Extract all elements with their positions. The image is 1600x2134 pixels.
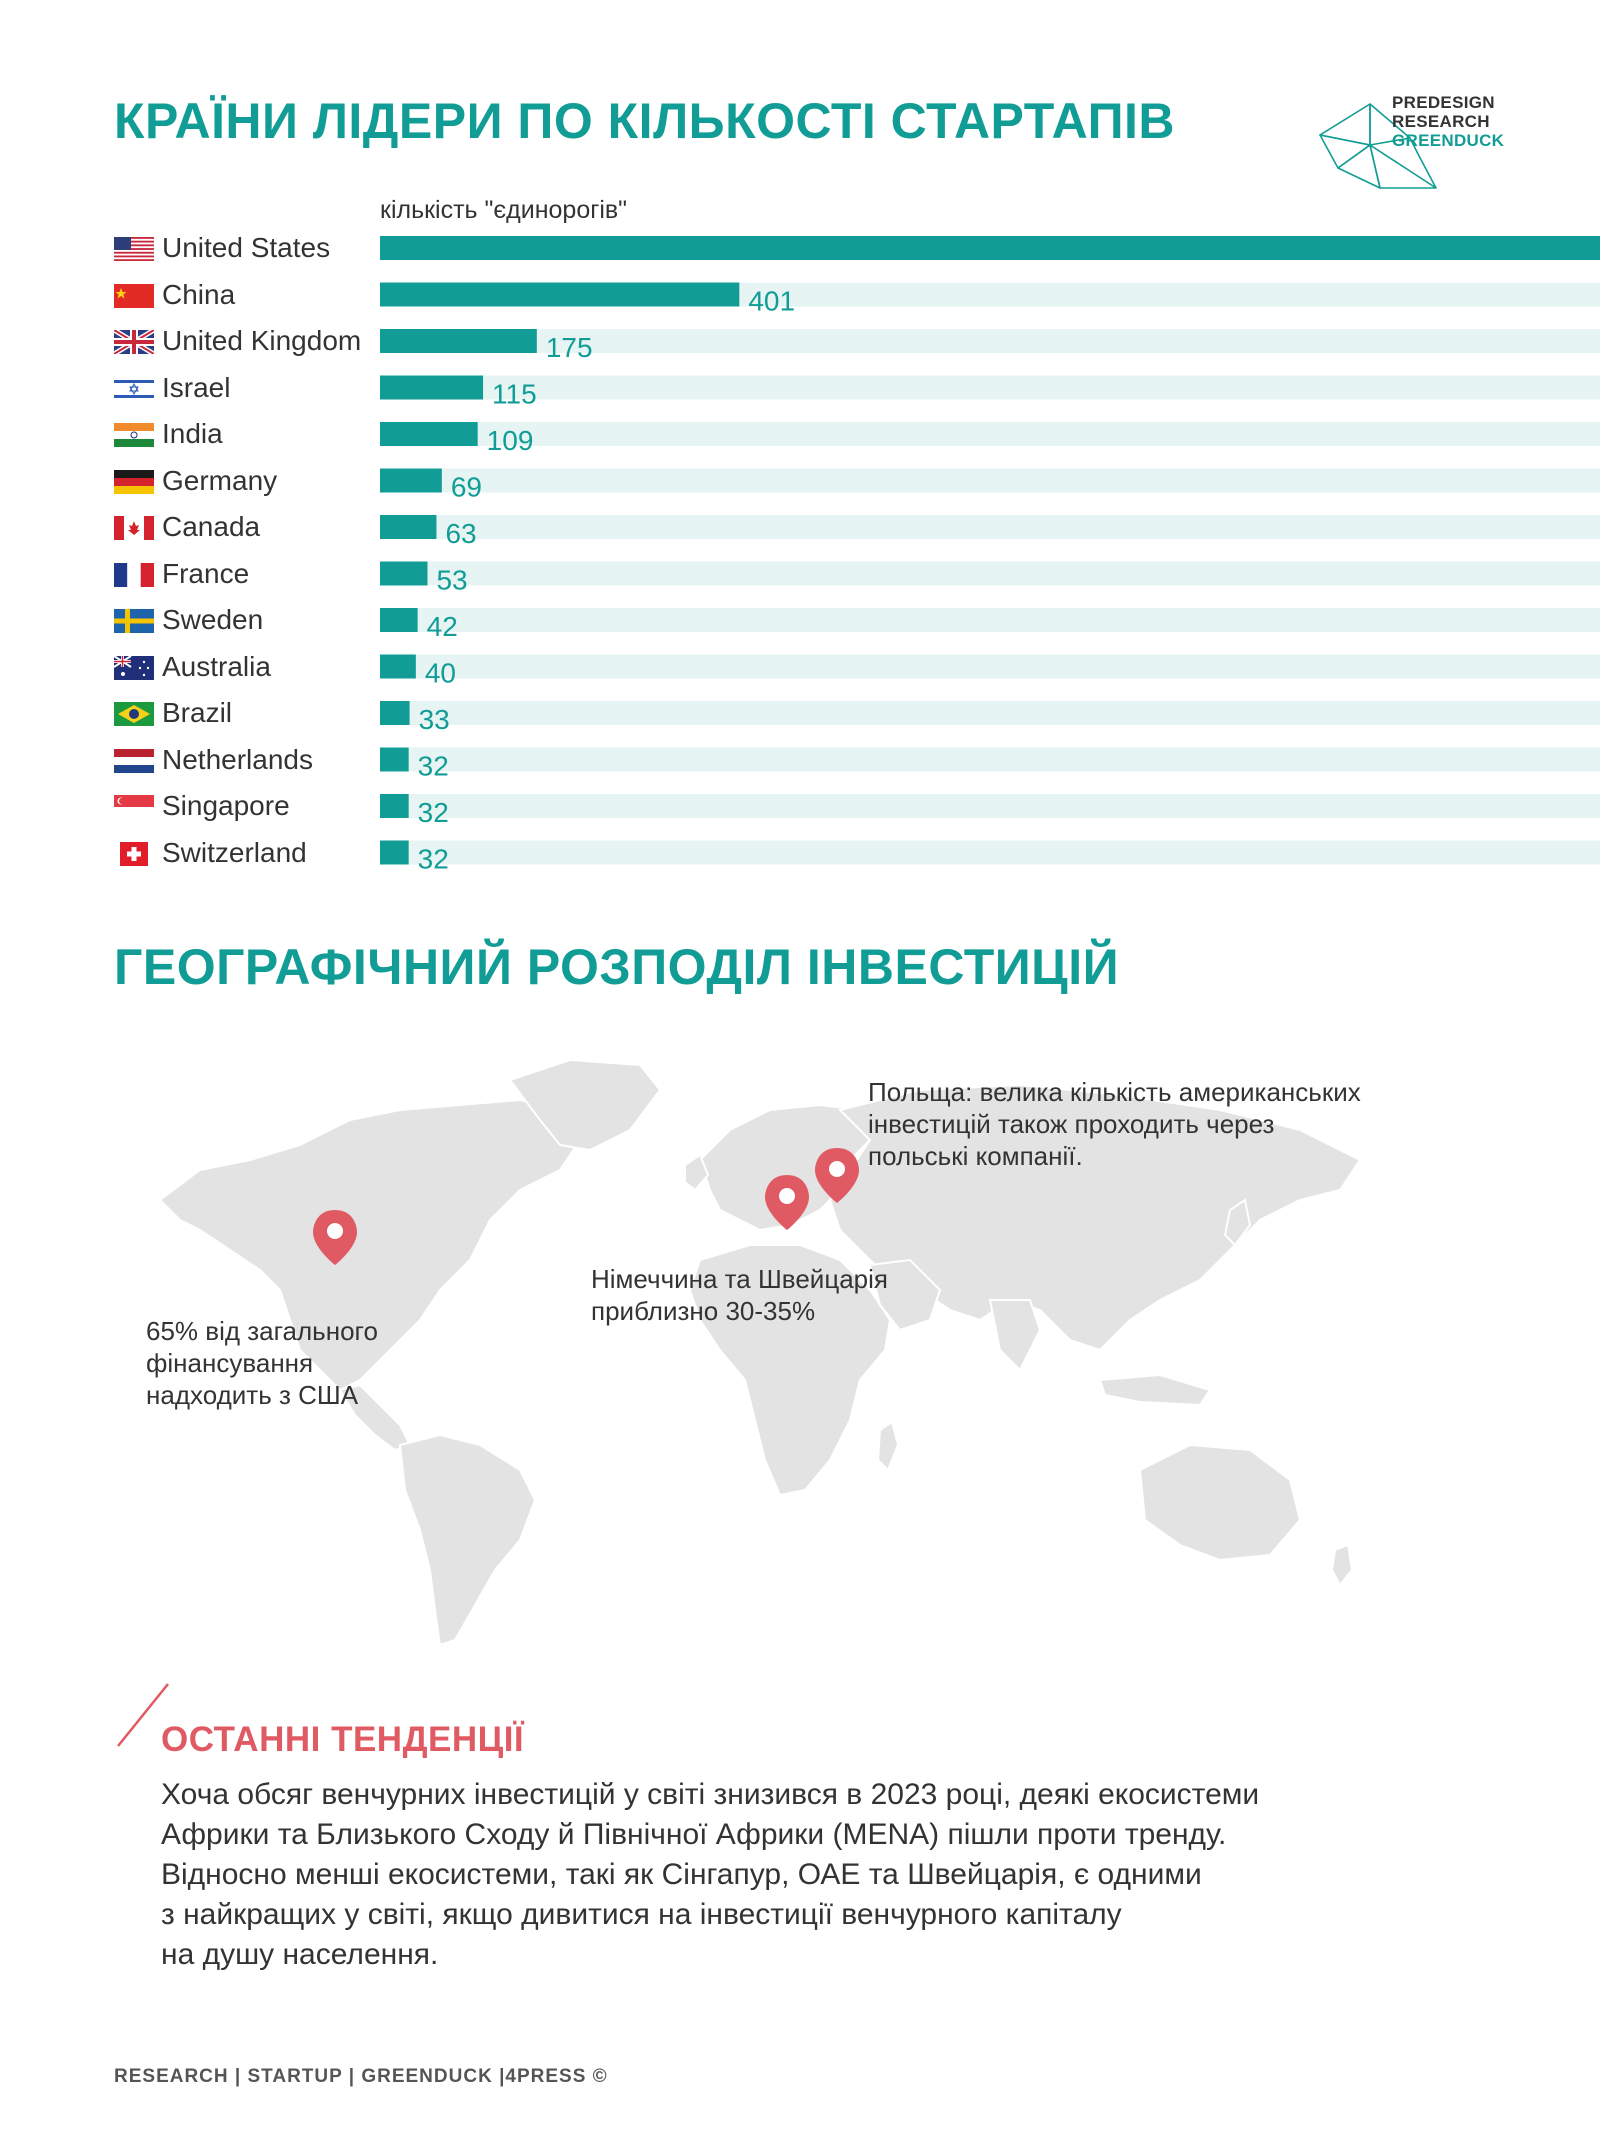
bar-value-label: 42 [426, 611, 458, 642]
india-shape [990, 1300, 1040, 1370]
flag-singapore-icon [114, 795, 154, 819]
bar-track [380, 469, 1600, 493]
flag-india-icon [114, 423, 154, 447]
flag-china-icon [114, 284, 154, 308]
usa-note-line: фінансування [146, 1348, 314, 1378]
flag-canada-icon [114, 516, 154, 540]
country-label: United States [162, 232, 331, 263]
bar-track [380, 608, 1600, 632]
logo-line-1: PREDESIGN [1392, 93, 1495, 112]
bar-value-label: 69 [450, 471, 482, 503]
flag-germany-icon [114, 470, 154, 494]
country-label: Sweden [162, 604, 264, 635]
bar-value-label: 401 [748, 285, 796, 317]
bar-track [380, 515, 1600, 539]
bar-united-kingdom [380, 329, 537, 353]
trends-line: Відносно менші екосистеми, такі як Сінгапур, ОАЕ та Швейцарія, є одними [161, 1858, 1202, 1891]
bar-brazil [380, 701, 410, 725]
flag-israel-icon [114, 377, 154, 401]
bar-value-label: 109 [486, 425, 534, 456]
bar-israel [380, 376, 483, 400]
country-label: Brazil [162, 697, 233, 728]
bar-value-label: 32 [417, 750, 449, 782]
bar-germany [380, 469, 442, 493]
country-label: Australia [162, 650, 271, 682]
country-label: Germany [162, 464, 278, 496]
bar-value-label: 32 [417, 797, 449, 828]
trends-line: Хоча обсяг венчурних інвестицій у світі знизився в 2023 році, деякі екосистеми [161, 1778, 1260, 1811]
australia-shape [1140, 1445, 1300, 1560]
flag-united-states-icon [114, 237, 154, 261]
usa-note-line: надходить з США [146, 1380, 359, 1410]
chart-caption: кількість "єдинорогів" [380, 196, 628, 224]
country-label: Israel [162, 371, 231, 403]
bar-france [380, 562, 427, 586]
country-label: United Kingdom [162, 325, 362, 356]
indonesia-shape [1100, 1375, 1210, 1405]
bar-track [380, 794, 1600, 818]
country-label: Canada [162, 511, 261, 542]
bar-value-label: 32 [417, 843, 449, 875]
bar-track [380, 422, 1600, 446]
country-label: Netherlands [162, 743, 313, 775]
bar-value-label: 33 [418, 704, 450, 735]
trends-line: Африки та Близького Сходу й Північної Африки (MENA) пішли проти тренду. [161, 1818, 1227, 1851]
country-label: Singapore [162, 790, 290, 821]
bar-track [380, 562, 1600, 586]
bar-netherlands [380, 748, 409, 772]
germany-note-line: Німеччина та Швейцарія [591, 1264, 888, 1294]
flag-netherlands-icon [114, 749, 154, 773]
poland-note-line: інвестицій також проходить через [868, 1109, 1275, 1139]
trends-title: ОСТАННІ ТЕНДЕНЦІЇ [161, 1720, 525, 1759]
bar-united-states [380, 236, 1600, 260]
trends-line: з найкращих у світі, якщо дивитися на інвестиції венчурного капіталу [161, 1898, 1122, 1931]
germany-note-line: приблизно 30-35% [591, 1296, 816, 1326]
bar-china [380, 283, 739, 307]
south-america-shape [400, 1435, 535, 1645]
poland-note-line: Польща: велика кількість американських [868, 1077, 1361, 1107]
poland-note-line: польські компанії. [868, 1141, 1083, 1171]
bar-singapore [380, 794, 409, 818]
flag-australia-icon [114, 656, 154, 680]
geo-title: ГЕОГРАФІЧНИЙ РОЗПОДІЛ ІНВЕСТИЦІЙ [114, 939, 1120, 995]
flag-switzerland-icon [114, 842, 154, 866]
trends-line: на душу населення. [161, 1938, 439, 1971]
bar-track [380, 748, 1600, 772]
madagascar-shape [878, 1422, 898, 1470]
footer-credits: RESEARCH | STARTUP | GREENDUCK |4PRESS © [114, 2066, 608, 2087]
flag-france-icon [114, 563, 154, 587]
page-title: КРАЇНИ ЛІДЕРИ ПО КІЛЬКОСТІ СТАРТАПІВ [114, 93, 1176, 149]
logo-line-2: RESEARCH [1392, 112, 1490, 131]
new-zealand-shape [1332, 1545, 1352, 1585]
country-label: China [162, 278, 236, 310]
bar-track [380, 376, 1600, 400]
bar-track [380, 841, 1600, 865]
bar-canada [380, 515, 436, 539]
germany-note [591, 1263, 991, 1327]
bar-track [380, 655, 1600, 679]
flag-brazil-icon [114, 702, 154, 726]
usa-note-line: 65% від загального [146, 1316, 378, 1346]
bar-australia [380, 655, 416, 679]
poland-note [868, 1076, 1488, 1172]
bar-value-label: 115 [492, 378, 537, 410]
bar-sweden [380, 608, 418, 632]
bar-value-label: 40 [424, 657, 457, 689]
bar-value-label: 175 [545, 332, 593, 363]
flag-united-kingdom-icon [114, 330, 154, 354]
bar-india [380, 422, 478, 446]
bar-track [380, 701, 1600, 725]
country-label: France [162, 557, 250, 589]
usa-note [146, 1315, 466, 1411]
bar-value-label: 53 [436, 564, 468, 596]
country-label: India [162, 418, 223, 449]
flag-sweden-icon [114, 609, 154, 633]
logo-line-3: GREENDUCK [1392, 131, 1505, 150]
country-label: Switzerland [162, 836, 307, 868]
bar-switzerland [380, 841, 409, 865]
trends-body [161, 1775, 1461, 1975]
bar-value-label: 63 [445, 518, 477, 549]
